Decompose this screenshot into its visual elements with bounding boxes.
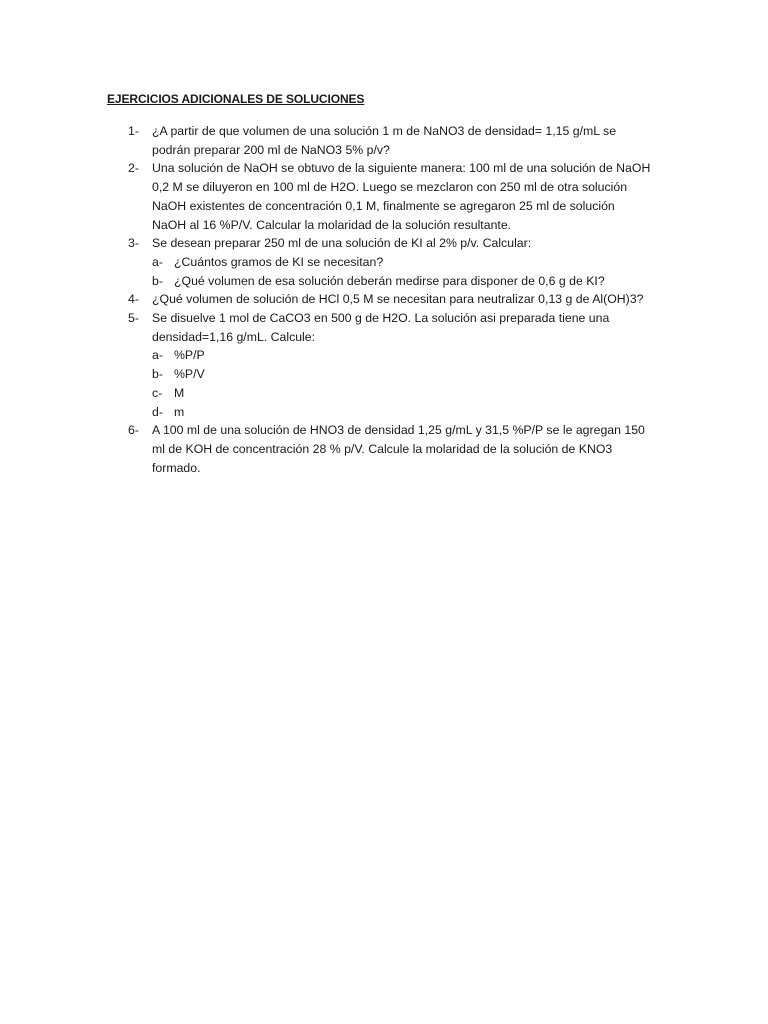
- exercise-text-line: formado.: [152, 460, 201, 475]
- exercise-text-line: ¿Qué volumen de solución de HCl 0,5 M se necesitan para neutralizar 0,13 g de Al(OH)3?: [152, 292, 644, 307]
- exercise-number: 2-: [128, 161, 139, 176]
- exercise-number: 4-: [128, 292, 139, 307]
- exercise-text-line: 0,2 M se diluyeron en 100 ml de H2O. Luego se mezclaron con 250 ml de otra solución: [152, 180, 628, 195]
- subitem-letter: a-: [152, 254, 163, 269]
- exercise-text-line: A 100 ml de una solución de HNO3 de densidad 1,25 g/mL y 31,5 %P/P se le agregan 150: [152, 423, 645, 438]
- subitem-text: %P/V: [174, 367, 205, 382]
- exercise-number: 6-: [128, 423, 139, 438]
- exercise-text-line: NaOH al 16 %P/V. Calcular la molaridad de la solución resultante.: [152, 217, 512, 232]
- exercise-item: [107, 234, 667, 290]
- exercise-item: [107, 159, 667, 234]
- subitem-letter: c-: [152, 385, 163, 400]
- exercise-number: 3-: [128, 236, 139, 251]
- exercise-text-line: NaOH existentes de concentración 0,1 M, finalmente se agregaron 25 ml de solución: [152, 198, 615, 213]
- subitem-letter: b-: [152, 273, 163, 288]
- subitem-letter: d-: [152, 404, 163, 419]
- exercise-item: [107, 309, 667, 421]
- exercise-list: [107, 122, 667, 477]
- exercise-text-line: ¿A partir de que volumen de una solución 1 m de NaNO3 de densidad= 1,15 g/mL se: [152, 124, 617, 138]
- exercise-subitem: [152, 384, 667, 403]
- exercise-text-line: podrán preparar 200 ml de NaNO3 5% p/v?: [152, 142, 390, 157]
- subitem-text: M: [174, 385, 185, 400]
- exercise-text-line: ml de KOH de concentración 28 % p/V. Calcule la molaridad de la solución de KNO3: [152, 441, 613, 456]
- exercise-subitem: [152, 346, 667, 365]
- subitem-text: ¿Qué volumen de esa solución deberán medirse para disponer de 0,6 g de KI?: [174, 273, 605, 288]
- exercise-item: [107, 122, 667, 159]
- subitem-text: %P/P: [174, 348, 205, 363]
- subitem-text: ¿Cuántos gramos de KI se necesitan?: [174, 254, 384, 269]
- exercise-item: [107, 290, 667, 309]
- subitem-letter: a-: [152, 348, 163, 363]
- exercise-subitem: [152, 253, 667, 272]
- exercise-number: 5-: [128, 311, 139, 326]
- subitem-letter: b-: [152, 367, 163, 382]
- exercise-text-line: Una solución de NaOH se obtuvo de la siguiente manera: 100 ml de una solución de NaOH: [152, 161, 651, 176]
- exercise-subitem: [152, 365, 667, 384]
- exercise-subitem: [152, 272, 667, 291]
- document-title: EJERCICIOS ADICIONALES DE SOLUCIONES: [107, 92, 365, 106]
- exercise-text-line: Se desean preparar 250 ml de una solución de KI al 2% p/v. Calcular:: [152, 236, 532, 251]
- exercise-text-line: densidad=1,16 g/mL. Calcule:: [152, 329, 316, 344]
- subitem-text: m: [174, 404, 185, 419]
- exercise-text-line: Se disuelve 1 mol de CaCO3 en 500 g de H2O. La solución asi preparada tiene una: [152, 311, 610, 326]
- exercise-number: 1-: [128, 124, 139, 138]
- exercise-item: [107, 421, 667, 477]
- exercise-subitem: [152, 403, 667, 422]
